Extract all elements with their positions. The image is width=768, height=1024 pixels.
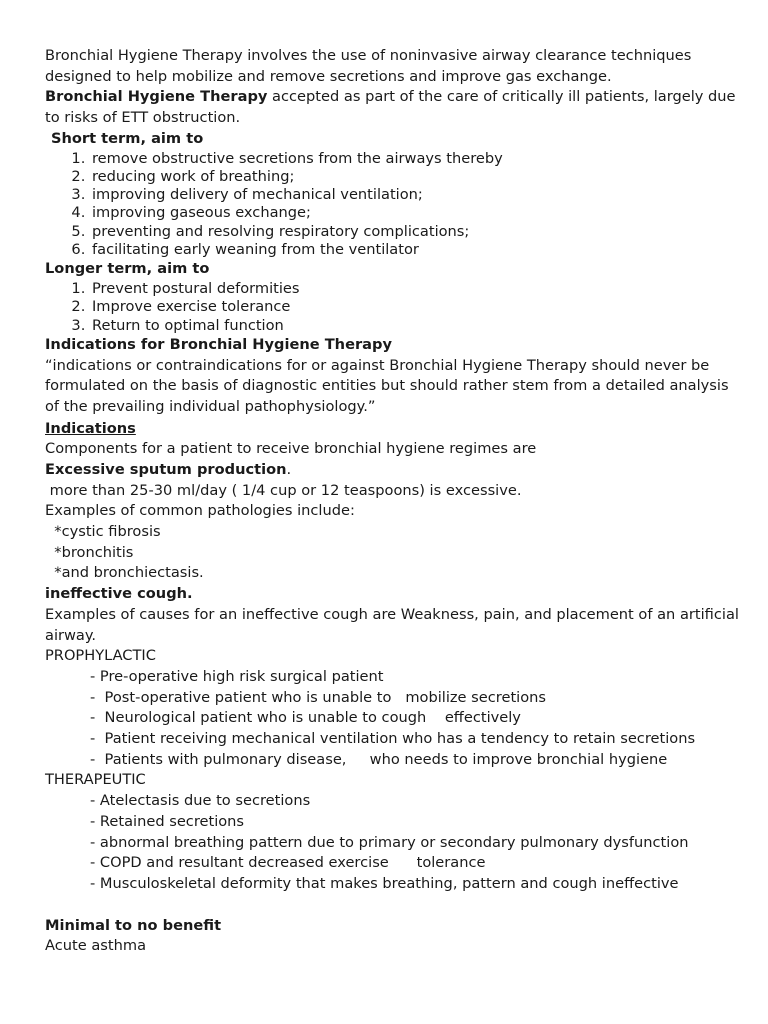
cough-text: Examples of causes for an ineffective cough are Weakness, pain, and placement of an artificial airway. (45, 605, 739, 644)
list-item: 3. improving delivery of mechanical ventilation; (90, 186, 745, 204)
list-item: 1. Prevent postural deformities (90, 280, 745, 298)
list-item: 1. remove obstructive secretions from the airways thereby (90, 150, 745, 168)
list-item: - Retained secretions (90, 812, 245, 830)
list-item: - Post-operative patient who is unable to mobilize secretions (90, 688, 546, 706)
cough-heading: ineffective cough. (45, 585, 193, 603)
components-text: Components for a patient to receive bronchial hygiene regimes are (45, 440, 537, 458)
list-item: 2. reducing work of breathing; (90, 168, 745, 186)
short-term-heading: Short term, aim to (51, 129, 204, 147)
pathology-item: *and bronchiectasis. (45, 564, 204, 582)
intro-paragraph: Bronchial Hygiene Therapy involves the use of noninvasive airway clearance techniques designed to help mobilize and remove secretions and improve gas exchange. (45, 47, 692, 85)
indications-heading: Indications for Bronchial Hygiene Therapy (45, 335, 392, 353)
list-item: - Patient receiving mechanical ventilation who has a tendency to retain secretions (90, 730, 696, 748)
therapeutic-heading: THERAPEUTIC (45, 771, 146, 789)
long-term-heading: Longer term, aim to (45, 260, 210, 278)
list-item: 2. Improve exercise tolerance (90, 298, 745, 316)
list-item: - abnormal breathing pattern due to primary or secondary pulmonary dysfunction (90, 833, 689, 851)
intro-rest: accepted as part of the care of critically ill patients, largely due to risks of ETT obstruction. (45, 88, 736, 127)
short-term-list (45, 150, 745, 260)
list-item: - Atelectasis due to secretions (90, 792, 311, 810)
list-item: 5. preventing and resolving respiratory complications; (90, 223, 745, 241)
list-item: 6. facilitating early weaning from the ventilator (90, 241, 745, 259)
indications-quote: “indications or contraindications for or against Bronchial Hygiene Therapy should never be formulated on the basis of diagnostic entities but should rather stem from a detailed analysis of the prevailing individual pathophysiology.” (45, 356, 729, 415)
minimal-heading: Minimal to no benefit (45, 916, 222, 934)
sputum-detail: more than 25-30 ml/day ( 1/4 cup or 12 teaspoons) is excessive. (45, 481, 522, 499)
pathology-item: *cystic fibrosis (45, 523, 161, 541)
sputum-period: . (286, 460, 292, 478)
long-term-list (45, 280, 745, 335)
sputum-heading: Excessive sputum production (45, 460, 287, 478)
list-item: - Musculoskeletal deformity that makes breathing, pattern and cough ineffective (90, 874, 679, 892)
minimal-text: Acute asthma (45, 937, 147, 955)
bold-term: Bronchial Hygiene Therapy (45, 88, 268, 106)
list-item: - COPD and resultant decreased exercise tolerance (90, 854, 486, 872)
list-item: 3. Return to optimal function (90, 317, 745, 335)
prophylactic-heading: PROPHYLACTIC (45, 647, 156, 665)
sputum-line (45, 460, 745, 481)
list-item: 4. improving gaseous exchange; (90, 204, 745, 222)
list-item: - Patients with pulmonary disease, who needs to improve bronchial hygiene (90, 750, 668, 768)
spacer (45, 895, 745, 916)
indications-subheading: Indications (45, 419, 136, 437)
document-page (45, 46, 745, 957)
examples-intro: Examples of common pathologies include: (45, 502, 355, 520)
pathology-item: *bronchitis (45, 543, 134, 561)
list-item: - Neurological patient who is unable to cough effectively (90, 709, 521, 727)
list-item: - Pre-operative high risk surgical patient (90, 667, 384, 685)
intro-paragraph-2 (45, 87, 745, 128)
